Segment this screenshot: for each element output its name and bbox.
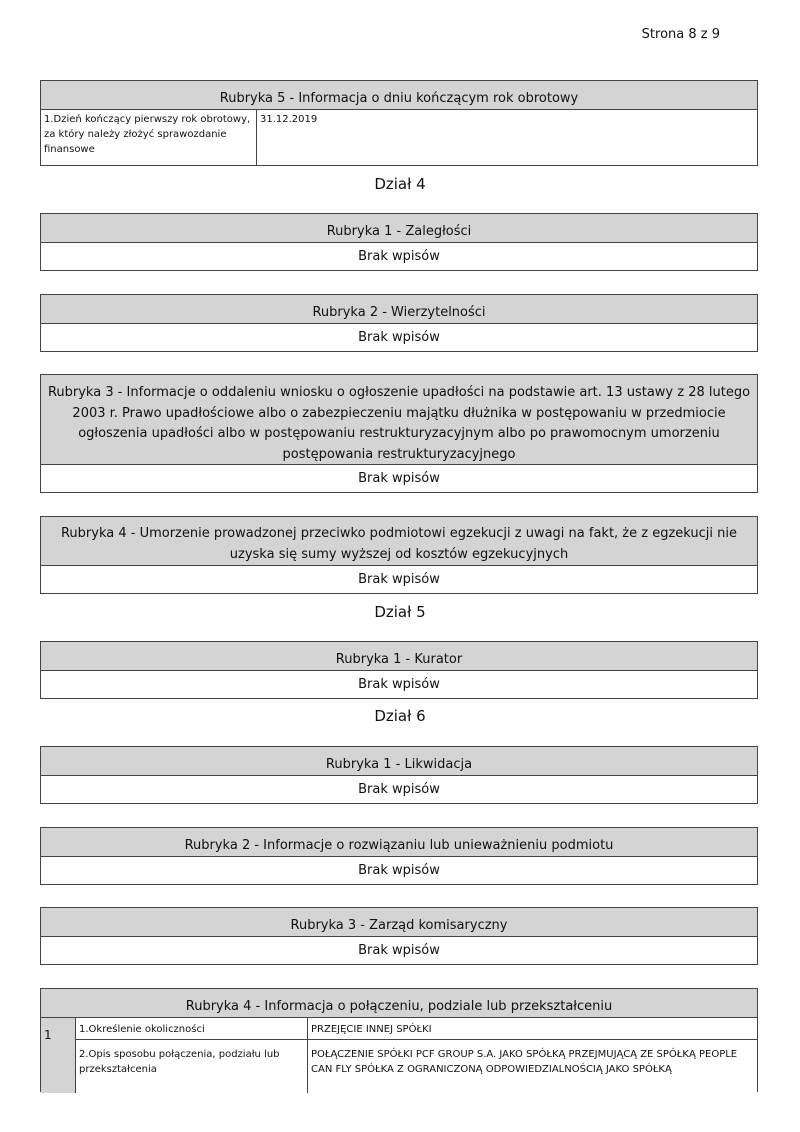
dzial6-rubryka-1 — [40, 746, 758, 804]
section-header: Rubryka 3 - Zarząd komisaryczny — [41, 908, 757, 937]
empty-entry: Brak wpisów — [358, 249, 440, 264]
empty-entry: Brak wpisów — [358, 572, 440, 587]
field-value: PRZEJĘCIE INNEJ SPÓŁKI — [308, 1018, 758, 1040]
dzial-6-title: Dział 6 — [374, 707, 426, 725]
page-number: Strona 8 z 9 — [641, 27, 720, 42]
section-header: Rubryka 5 - Informacja o dniu kończącym rok obrotowy — [41, 81, 757, 110]
empty-entry: Brak wpisów — [358, 863, 440, 878]
dzial4-rubryka-1 — [40, 213, 758, 271]
dzial6-rubryka-4 — [40, 988, 758, 1092]
section-header: Rubryka 1 - Likwidacja — [41, 747, 757, 776]
section-header: Rubryka 1 - Kurator — [41, 642, 757, 671]
section-header: Rubryka 4 - Umorzenie prowadzonej przeciwko podmiotowi egzekucji z uwagi na fakt, że z egzekucji nie uzyska się sumy wyższej od kosztów egzekucyjnych — [41, 517, 757, 566]
field-label: 1.Określenie okoliczności — [76, 1018, 308, 1040]
entry-number: 1 — [44, 1028, 52, 1042]
section-header: Rubryka 2 - Informacje o rozwiązaniu lub unieważnieniu podmiotu — [41, 828, 757, 857]
dzial-5-title: Dział 5 — [374, 603, 426, 621]
section-header: Rubryka 4 - Informacja o połączeniu, podziale lub przekształceniu — [41, 989, 757, 1018]
dzial4-rubryka-2 — [40, 294, 758, 352]
dzial4-rubryka-3 — [40, 374, 758, 493]
field-label: 1.Dzień kończący pierwszy rok obrotowy, za który należy złożyć sprawozdanie finansowe — [41, 110, 257, 165]
empty-entry: Brak wpisów — [358, 677, 440, 692]
section-header: Rubryka 1 - Zaległości — [41, 214, 757, 243]
field-label: 2.Opis sposobu połączenia, podziału lub przekształcenia — [76, 1040, 308, 1093]
section-header: Rubryka 3 - Informacje o oddaleniu wniosku o ogłoszenie upadłości na podstawie art. 13 ustawy z 28 lutego 2003 r. Prawo upadłościowe albo o zabezpieczeniu majątku dłużnika w postępowaniu w przedmiocie ogłoszenia upadłości albo w postępowaniu restrukturyzacyjnym albo po prawomocnym umorzeniu postępowania restrukturyzacyjnego — [41, 375, 757, 465]
empty-entry: Brak wpisów — [358, 471, 440, 486]
rubryka-5-obrotowy — [40, 80, 758, 166]
field-value: 31.12.2019 — [260, 114, 318, 125]
empty-entry: Brak wpisów — [358, 943, 440, 958]
dzial5-rubryka-1 — [40, 641, 758, 699]
empty-entry: Brak wpisów — [358, 330, 440, 345]
empty-entry: Brak wpisów — [358, 782, 440, 797]
dzial6-rubryka-3 — [40, 907, 758, 965]
dzial4-rubryka-4 — [40, 516, 758, 594]
field-value: POŁĄCZENIE SPÓŁKI PCF GROUP S.A. JAKO SPÓŁKĄ PRZEJMUJĄCĄ ZE SPÓŁKĄ PEOPLE CAN FLY SPÓŁKA Z OGRANICZONĄ ODPOWIEDZIALNOŚCIĄ JAKO SPÓŁKĄ — [311, 1049, 738, 1075]
dzial6-rubryka-2 — [40, 827, 758, 885]
dzial-4-title: Dział 4 — [374, 175, 426, 193]
section-header: Rubryka 2 - Wierzytelności — [41, 295, 757, 324]
